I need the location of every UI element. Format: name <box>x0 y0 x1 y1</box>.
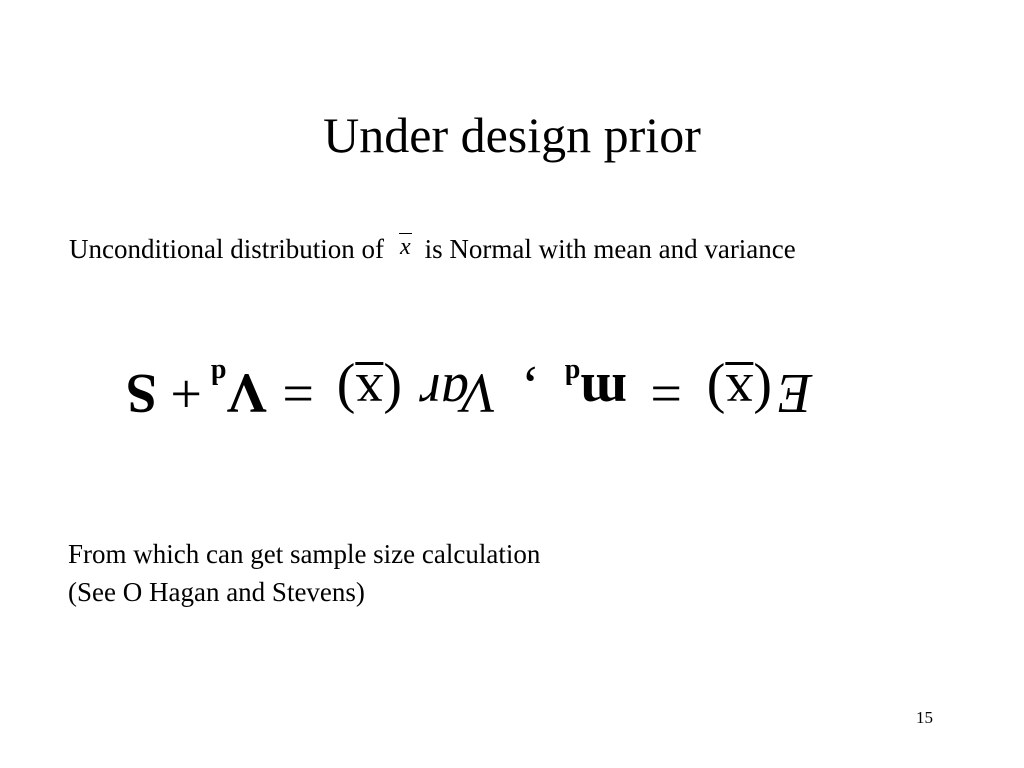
paren-open: ( <box>383 362 402 424</box>
slide-title: Under design prior <box>323 107 701 163</box>
intro-sentence <box>69 231 796 269</box>
plus-sign: + <box>170 362 202 424</box>
expectation-operator: E <box>777 362 812 424</box>
equals-sign-1: = <box>650 362 682 424</box>
intro-text-after: is Normal with mean and variance <box>424 234 796 264</box>
variance-x-vector: x <box>355 362 384 424</box>
intro-text-before: Unconditional distribution of <box>69 234 384 264</box>
mean-m: m <box>580 362 627 424</box>
variance-argument <box>337 350 402 435</box>
variance-s: S <box>125 362 157 424</box>
body-line-2: (See O Hagan and Stevens) <box>68 577 365 607</box>
variance-subscript: d <box>210 358 227 389</box>
equals-sign-2: = <box>282 362 314 424</box>
variance-value <box>211 331 267 435</box>
separator-comma: , <box>523 362 537 424</box>
paren-close: ) <box>706 362 726 424</box>
equation-rotated <box>112 350 812 435</box>
paren-open: ( <box>753 362 772 424</box>
mean-argument <box>707 350 772 435</box>
mean-x-vector: x <box>725 362 754 424</box>
variance-v: V <box>226 362 267 424</box>
equation <box>112 350 812 435</box>
body-text <box>68 535 540 611</box>
body-line-1: From which can get sample size calculation <box>68 539 541 569</box>
variance-operator: Var <box>419 362 497 424</box>
page-number: 15 <box>916 708 933 727</box>
mean-value <box>565 331 627 435</box>
mean-subscript: d <box>564 358 581 389</box>
paren-close: ) <box>336 362 356 424</box>
x-bar-symbol: x <box>400 229 411 265</box>
